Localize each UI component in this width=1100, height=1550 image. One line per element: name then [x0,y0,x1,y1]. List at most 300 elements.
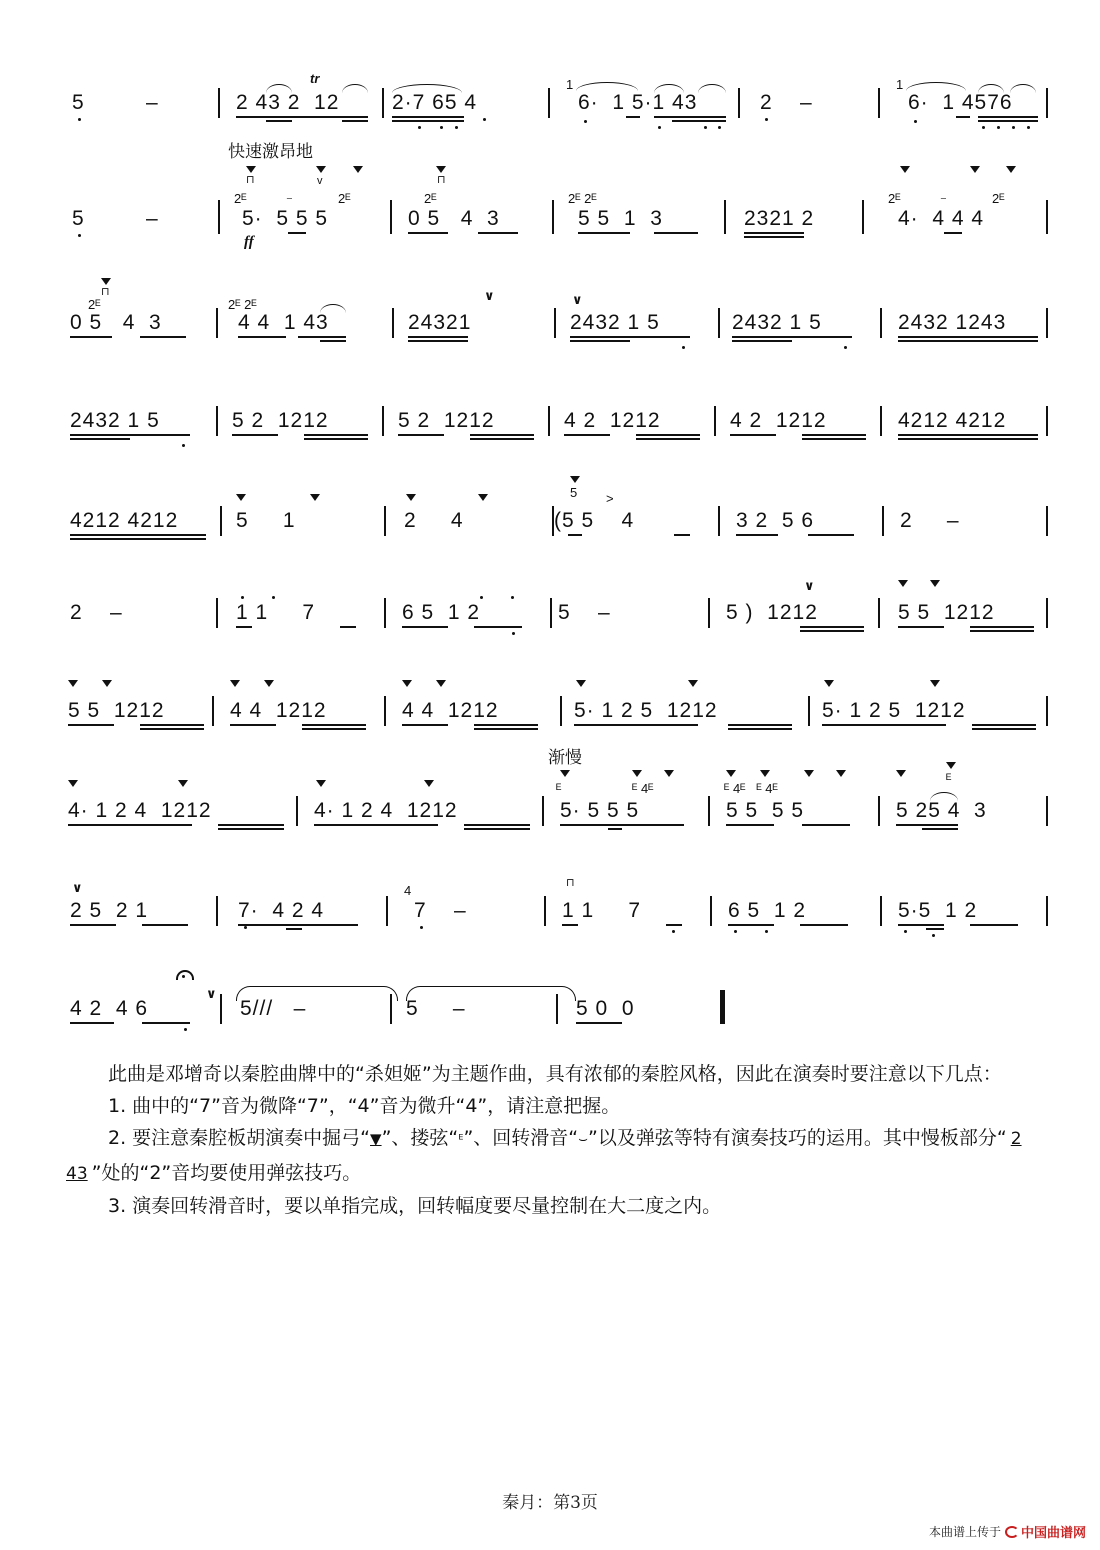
slur [906,82,966,91]
note-group: 7 – [414,899,467,922]
barline [216,896,218,926]
grace-note: 4 [404,883,412,898]
performance-notes [66,1058,1056,1222]
barline [384,598,386,628]
dig-bow-mark [316,780,326,787]
dig-bow-mark [664,770,674,777]
dig-bow-mark [236,494,246,501]
underline [822,724,946,726]
barline [554,308,556,338]
note-group: 4212 4212 [898,409,1007,432]
site-logo-text: 中国曲谱网 [1020,1526,1086,1541]
barline [296,796,298,826]
barline [220,506,222,536]
dig-bow-mark [68,680,78,687]
low-octave-dot [1012,126,1015,129]
note-group: 0 5 4 3 [408,207,500,230]
barline [718,308,720,338]
low-octave-dot [440,126,443,129]
dig-bow-mark [246,166,256,173]
slur [930,792,958,801]
barline [1046,796,1048,826]
note-group: 5 2 1212 [232,409,329,432]
barline [708,598,710,628]
dig-bow-mark [436,166,446,173]
note-group: 4 2 1212 [730,409,827,432]
hook-string-symbol: ᴱ [458,1133,464,1148]
site-logo[interactable] [1005,1522,1086,1541]
underline [744,236,804,238]
underline [218,824,284,826]
note-group: 5 – [558,601,611,624]
underline [970,630,1034,632]
grace-note: 2ᴱ 2ᴱ [568,191,597,206]
accent-mark: > [606,491,614,506]
note-group: 4· 1 2 4 1212 [68,799,212,822]
note-group: 2432 1 5 [732,311,822,334]
note-group: 2·7 65 4 [392,91,478,114]
low-octave-dot [78,118,81,121]
score-row-6 [60,580,1050,660]
note-group: 5 0 0 [576,997,635,1020]
barline [390,994,392,1024]
low-octave-dot [1027,126,1030,129]
underline [142,1022,190,1024]
low-octave-dot [904,930,907,933]
breath-mark: ∨ [206,986,217,1001]
note-group: 5· 1 2 5 1212 [822,699,966,722]
note-group: 4· 1 2 4 1212 [314,799,458,822]
note-group: 5 ) 1212 [726,601,818,624]
note-group: 4 4 1212 [230,699,327,722]
underline [408,232,448,234]
note-group: 4· 4 4 4 [898,207,985,230]
underline [732,340,792,342]
score-row-4 [60,388,1050,468]
barline [1046,406,1048,436]
barline [878,796,880,826]
underline [402,626,448,628]
barline [714,406,716,436]
note-group: 1 1 7 [236,601,316,624]
dig-bow-mark [353,166,363,173]
low-octave-dot [982,126,985,129]
underline [956,116,970,118]
final-barline [720,990,725,1024]
notes-item-3: 3. 演奏回转滑音时，要以单指完成，回转幅度要尽量控制在大二度之内。 [108,1195,722,1217]
note-group: 5· 5 5 5 [560,799,640,822]
underline [298,336,346,338]
barline [880,896,882,926]
barline [548,88,550,118]
underline [608,828,622,830]
note-group: 2 – [70,601,123,624]
dig-bow-mark [478,494,488,501]
underline [726,824,774,826]
score-row-7 [60,678,1050,758]
underline [728,724,792,726]
high-octave-dot [511,596,514,599]
dig-bow-mark [560,770,570,777]
note-group: 5·5 1 2 [898,899,978,922]
high-octave-dot [272,596,275,599]
dig-bow-mark [930,580,940,587]
barline [724,200,726,234]
barline [1046,200,1048,234]
slur [654,84,684,93]
site-logo-icon [1005,1526,1019,1538]
note-group: 5 1 [236,509,296,532]
low-octave-dot [658,126,661,129]
barline [862,200,864,234]
underline [70,1022,114,1024]
barline [386,896,388,926]
barline [880,308,882,338]
barline [544,896,546,926]
barline [738,88,740,118]
underline [898,336,1038,338]
underline [392,116,464,118]
barline [1046,506,1048,536]
tempo-annotation: 快速激昂地 [228,142,313,162]
underline [570,336,690,338]
note-group: 2432 1 5 [570,311,660,334]
dig-bow-mark [402,680,412,687]
grace-note: 5 [570,485,578,500]
barline [878,598,880,628]
underline [238,924,358,926]
underline [266,120,292,122]
note-group: 4 2 4 6 [70,997,149,1020]
underline [70,538,206,540]
grace-note: 1 [896,77,904,92]
barline [1046,696,1048,726]
slow-section-phrase: 2 43 [66,1129,1022,1184]
note-group: (5 5 4 [554,509,635,532]
barline [216,598,218,628]
underline [238,336,286,338]
notes-item-2-part-c: ”、回转滑音“ [463,1127,579,1149]
high-octave-dot [480,596,483,599]
underline [560,824,684,826]
grace-note: 2ᴱ [424,191,437,206]
upload-credit [929,1522,1086,1541]
dig-bow-symbol: ▼ [370,1130,382,1148]
credit-text: 本曲谱上传于 [928,1525,1001,1539]
underline [408,340,468,342]
low-octave-dot [997,126,1000,129]
barline [218,200,220,234]
underline [392,120,464,122]
low-octave-dot [455,126,458,129]
underline [672,120,726,122]
score-row-8 [60,771,1050,858]
note-group: 5· 5 5 5 [242,207,329,230]
note-group: 1 1 7 [562,899,642,922]
note-group: 4 2 1212 [564,409,661,432]
underline [802,438,866,440]
note-group: 5 [72,207,85,230]
down-bow-mark: ⊓ [437,174,446,186]
underline [626,116,640,118]
dig-bow-mark [688,680,698,687]
note-group: 5 5 1212 [68,699,165,722]
note-group: 5 5 1 3 [578,207,663,230]
barline [220,994,222,1024]
barline [718,506,720,536]
underline [972,728,1036,730]
low-octave-dot [420,926,423,929]
underline [474,728,538,730]
barline [218,88,220,118]
dig-bow-mark [804,770,814,777]
underline [898,438,1038,440]
down-bow-mark: ⊓ [566,877,575,889]
dig-bow-mark [898,580,908,587]
barline [1046,896,1048,926]
underline [732,336,852,338]
score-row-10 [60,976,1050,1056]
underline [654,232,698,234]
low-octave-dot [78,234,81,237]
notes-item-2-part-e: ”处的“2”音均要使用弹弦技巧。 [91,1162,362,1184]
grace-note: ᴱ 4ᴱ [632,781,654,796]
note-group: 2432 1 5 [70,409,160,432]
underline [736,534,778,536]
grace-note: 1 [566,77,574,92]
barline [1046,308,1048,338]
underline [70,924,116,926]
underline [218,828,284,830]
dig-bow-mark [632,770,642,777]
underline [236,116,368,118]
underline [944,232,962,234]
notes-item-2-part-d: ”以及弹弦等特有演奏技巧的运用。其中慢板部分“ [588,1127,1007,1149]
barline [212,696,214,726]
low-octave-dot [418,126,421,129]
underline [970,924,1018,926]
underline [470,434,534,436]
dig-bow-mark [576,680,586,687]
dig-bow-mark [930,680,940,687]
barline [1046,598,1048,628]
underline [808,534,854,536]
low-octave-dot [914,120,917,123]
barline [560,696,562,726]
underline [70,438,130,440]
underline [898,340,1038,342]
low-octave-dot [734,930,737,933]
grace-note: 2ᴱ 2ᴱ [228,297,257,312]
breath-mark: ∨ [804,578,815,593]
underline [342,120,368,122]
tempo-annotation: 渐慢 [548,748,582,768]
dig-bow-mark [316,166,326,173]
barline [384,506,386,536]
note-group: 24321 [408,311,472,334]
underline [68,724,114,726]
note-group: 5 [72,91,85,114]
underline [570,340,630,342]
underline [474,724,538,726]
dig-bow-mark [570,476,580,483]
note-group: 4 4 1212 [402,699,499,722]
underline [674,534,690,536]
low-octave-dot [704,126,707,129]
low-octave-dot [672,930,675,933]
underline [898,626,944,628]
underline [478,232,518,234]
underline [802,824,850,826]
note-group: 7· 4 2 4 [238,899,325,922]
score-row-5 [60,485,1050,568]
dig-bow-mark [946,762,956,769]
underline [970,626,1034,628]
note-group: 2 43 2 12 [236,91,340,114]
low-octave-dot [844,346,847,349]
breath-mark: ∨ [572,292,583,307]
notes-intro: 此曲是邓增奇以秦腔曲牌中的“杀妲姬”为主题作曲，具有浓郁的秦腔风格，因此在演奏时要注意以下几点： [108,1063,1002,1085]
barline [382,88,384,118]
underline [654,116,726,118]
dig-bow-mark [406,494,416,501]
underline [978,116,1038,118]
low-octave-dot [483,118,486,121]
underline [562,924,578,926]
slide-mark: ⁻ [286,193,293,208]
down-bow-mark: ⊓ [101,286,110,298]
low-octave-dot [182,444,185,447]
underline [302,724,366,726]
barline [548,406,550,436]
note-group: 2 – [900,509,960,532]
dig-bow-mark [102,680,112,687]
underline [474,626,522,628]
notes-item-1: 1. 曲中的“7”音为微降“7”，“4”音为微升“4”，请注意把握。 [108,1095,621,1117]
note-group: 6 5 1 2 [402,601,481,624]
note-group: 3 2 5 6 [736,509,815,532]
note-group: 6· 1 4576 [908,91,1013,114]
underline [140,724,204,726]
underline [576,1022,622,1024]
barline [392,308,394,338]
score-row-3 [60,286,1050,370]
underline [140,728,204,730]
barline [708,796,710,826]
underline [896,824,958,826]
underline [926,928,944,930]
score-row-2 [60,174,1050,266]
grace-note: 2ᴱ [338,191,351,206]
score-row-1 [60,70,1050,150]
underline [314,824,438,826]
grace-note: ᴱ [556,781,562,796]
underline [398,434,444,436]
underline [140,336,186,338]
underline [408,336,468,338]
barline [808,696,810,726]
underline [232,434,278,436]
note-group: 4 4 1 43 [238,311,329,334]
slur [1010,84,1036,93]
slur [320,304,346,313]
note-group: 2 – [760,91,813,114]
underline [70,336,112,338]
dig-bow-mark [836,770,846,777]
slur [266,84,292,93]
dig-bow-mark [726,770,736,777]
barline [880,406,882,436]
note-group: 5 5 5 5 [726,799,805,822]
low-octave-dot [184,1028,187,1031]
underline [340,626,356,628]
barline [550,598,552,628]
underline [286,928,302,930]
grace-note: ᴱ [946,771,952,786]
low-octave-dot [584,120,587,123]
low-octave-dot [512,632,515,635]
slide-mark: ⁻ [940,193,947,208]
underline [70,434,190,436]
barline [878,88,880,118]
underline [730,434,776,436]
notes-item-2-part-b: ”、搂弦“ [381,1127,459,1149]
underline [728,924,774,926]
low-octave-dot [932,934,935,937]
underline [666,924,682,926]
barline [882,506,884,536]
underline [578,232,630,234]
underline [800,626,864,628]
underline [802,434,866,436]
underline [728,728,792,730]
down-bow-mark: ⊓ [246,174,255,186]
underline [304,438,368,440]
barline [216,308,218,338]
note-group: 5· 1 2 5 1212 [574,699,718,722]
underline [464,824,530,826]
dig-bow-mark [68,780,78,787]
underline [142,924,188,926]
dig-bow-mark [230,680,240,687]
underline [636,438,700,440]
high-octave-dot [241,596,244,599]
underline [800,630,864,632]
grace-note: 2ᴱ [88,297,101,312]
underline [800,924,848,926]
barline [382,406,384,436]
barline [216,406,218,436]
up-bow-mark: v [317,175,323,187]
underline [70,534,206,536]
note-group: 5 5 1212 [898,601,995,624]
note-group: 0 5 4 3 [70,311,162,334]
note-group: 5 2 1212 [398,409,495,432]
low-octave-dot [244,926,247,929]
underline [402,724,448,726]
slur [576,82,638,91]
notes-item-2 [66,1122,1056,1190]
underline [972,724,1036,726]
dig-bow-mark [264,680,274,687]
breath-mark: ∨ [72,880,83,895]
dig-bow-mark [970,166,980,173]
dig-bow-mark [760,770,770,777]
breath-mark: ∨ [484,288,495,303]
dig-bow-mark [824,680,834,687]
underline [320,340,346,342]
underline [288,232,306,234]
